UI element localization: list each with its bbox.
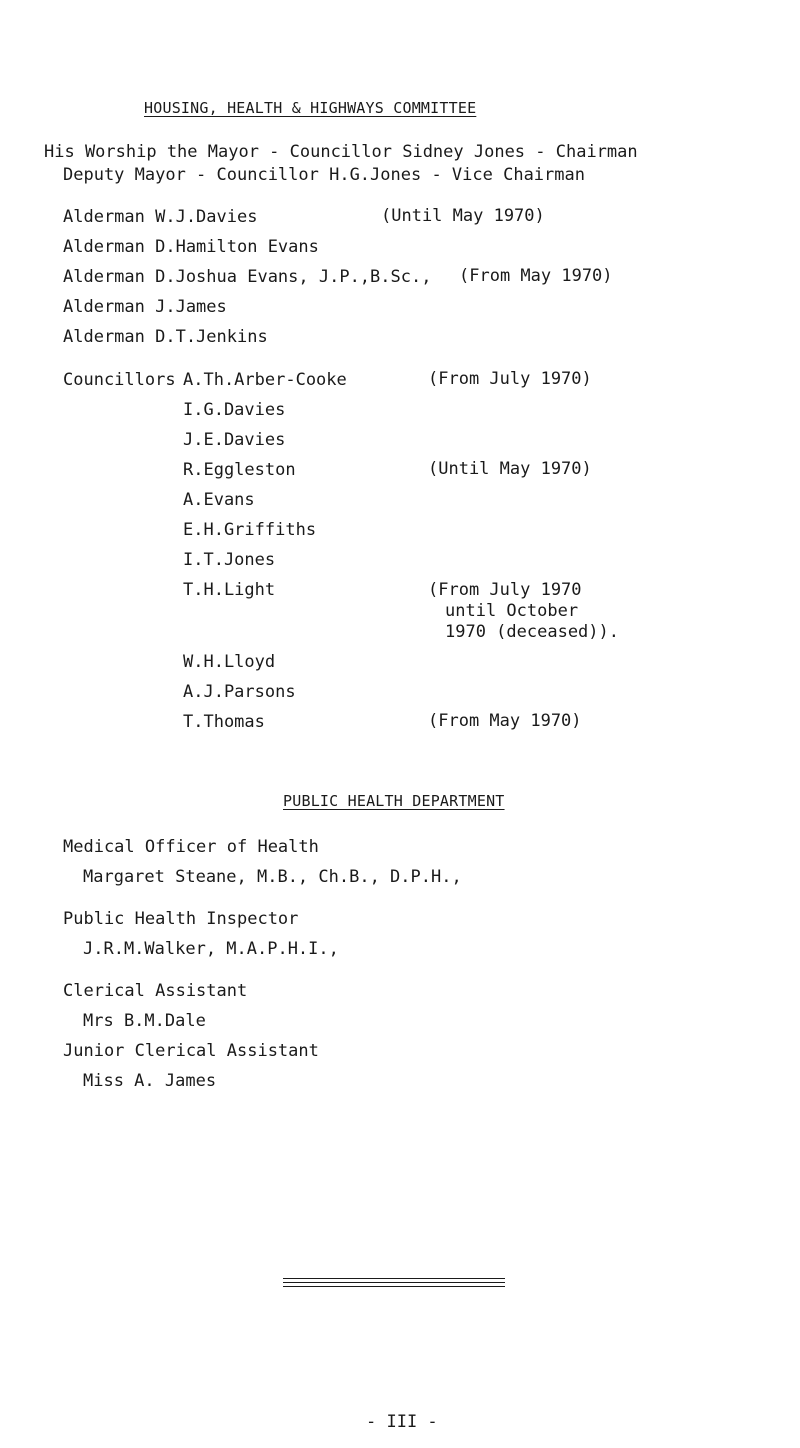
role-holder: Mrs B.M.Dale bbox=[83, 1011, 206, 1031]
councillor-name: J.E.Davies bbox=[183, 430, 286, 450]
councillor-name: A.J.Parsons bbox=[183, 682, 296, 702]
alderman-name: Alderman D.T.Jenkins bbox=[63, 327, 268, 347]
councillor-note: (From July 1970) bbox=[428, 369, 592, 389]
role-title: Clerical Assistant bbox=[63, 981, 248, 1001]
alderman-note: (From May 1970) bbox=[459, 266, 613, 286]
councillor-name: T.H.Light bbox=[183, 580, 276, 600]
councillor-name: T.Thomas bbox=[183, 712, 265, 732]
councillor-name: R.Eggleston bbox=[183, 460, 296, 480]
alderman-note: (Until May 1970) bbox=[381, 206, 545, 226]
role-holder: Miss A. James bbox=[83, 1071, 217, 1091]
councillor-note: 1970 (deceased)). bbox=[445, 622, 619, 642]
role-title: Junior Clerical Assistant bbox=[63, 1041, 319, 1061]
alderman-name: Alderman J.James bbox=[63, 297, 227, 317]
vice-chairman-line: Deputy Mayor - Councillor H.G.Jones - Vice Chairman bbox=[63, 165, 585, 185]
page-number: - III - bbox=[366, 1412, 438, 1432]
alderman-name: Alderman W.J.Davies bbox=[63, 207, 258, 227]
committee-heading: HOUSING, HEALTH & HIGHWAYS COMMITTEE bbox=[144, 99, 477, 117]
councillor-name: A.Th.Arber-Cooke bbox=[183, 370, 347, 390]
role-title: Public Health Inspector bbox=[63, 909, 299, 929]
councillor-note: (Until May 1970) bbox=[428, 459, 592, 479]
councillor-name: A.Evans bbox=[183, 490, 255, 510]
role-holder: J.R.M.Walker, M.A.P.H.I., bbox=[83, 939, 339, 959]
department-heading: PUBLIC HEALTH DEPARTMENT bbox=[283, 792, 505, 810]
councillors-label: Councillors bbox=[63, 370, 176, 390]
councillor-name: W.H.Lloyd bbox=[183, 652, 276, 672]
role-holder: Margaret Steane, M.B., Ch.B., D.P.H., bbox=[83, 867, 462, 887]
alderman-name: Alderman D.Hamilton Evans bbox=[63, 237, 319, 257]
councillor-name: I.T.Jones bbox=[183, 550, 276, 570]
councillor-name: E.H.Griffiths bbox=[183, 520, 317, 540]
divider-rule bbox=[283, 1278, 505, 1279]
divider-rule bbox=[283, 1282, 505, 1283]
councillor-note: until October bbox=[445, 601, 579, 621]
role-title: Medical Officer of Health bbox=[63, 837, 319, 857]
chairman-line: His Worship the Mayor - Councillor Sidney Jones - Chairman bbox=[44, 142, 638, 162]
alderman-name: Alderman D.Joshua Evans, J.P.,B.Sc., bbox=[63, 267, 432, 287]
councillor-note: (From May 1970) bbox=[428, 711, 582, 731]
councillor-name: I.G.Davies bbox=[183, 400, 286, 420]
councillor-note: (From July 1970 bbox=[428, 580, 582, 600]
divider-rule bbox=[283, 1286, 505, 1287]
